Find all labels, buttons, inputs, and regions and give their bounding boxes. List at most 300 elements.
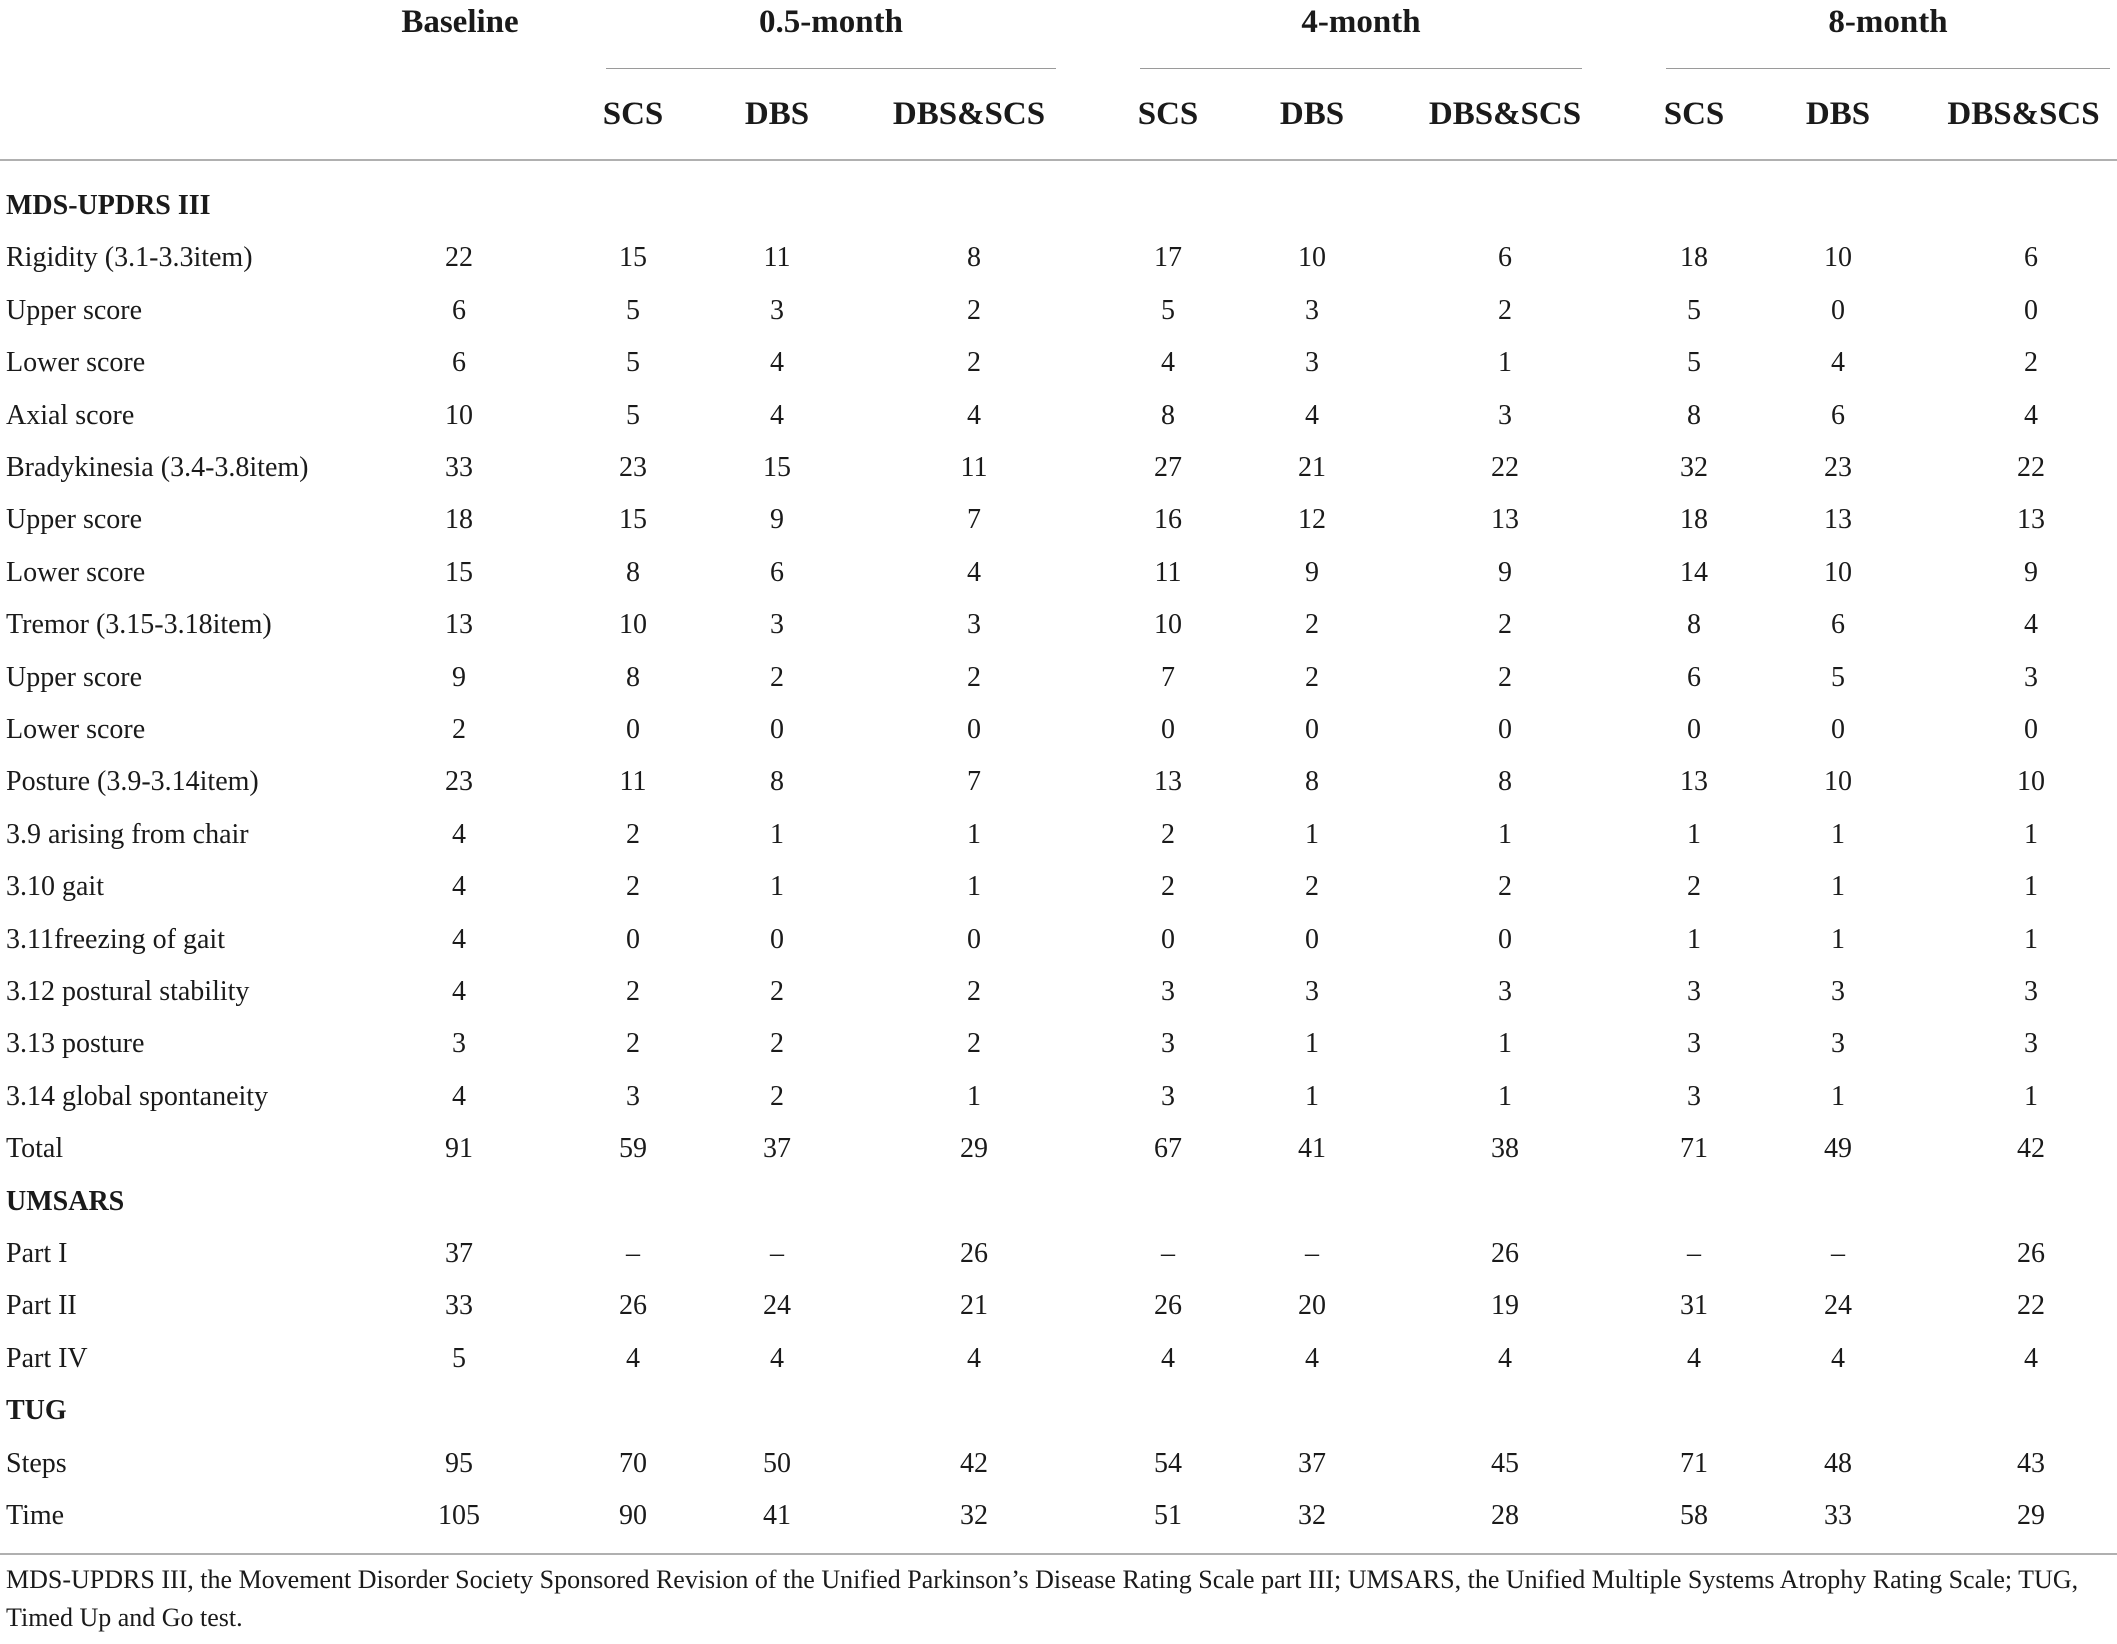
table-cell: 8 [1305,766,1319,798]
table-cell: 3 [452,1028,466,1060]
table-cell: 1 [1498,1080,1512,1112]
table-cell: 0 [1305,714,1319,745]
table-cell: 9 [452,661,466,693]
table-cell: 11 [619,766,647,798]
subheader-dbs-scs: DBS&SCS [1947,96,2100,132]
table-cell: 4 [452,871,466,903]
header-group-4-month: 4-month [1301,4,1421,40]
table-cell: 45 [1491,1447,1519,1479]
table-cell: 1 [1687,923,1701,955]
table-cell: 18 [1680,504,1708,536]
table-cell: 3 [1305,347,1319,379]
table-cell: 8 [626,556,640,588]
header-group-0-5-month: 0.5-month [759,4,903,40]
table-cell: 70 [619,1447,647,1479]
table-row [0,442,2117,494]
table-cell: 2 [626,1028,640,1060]
section-row [0,1385,2117,1437]
table-row [0,704,2117,756]
table-cell: 4 [967,1342,981,1374]
table-cell: 3 [1498,399,1512,431]
table-cell: 3 [1687,976,1701,1007]
table-cell: 22 [1491,452,1519,483]
bottom-rule [0,1553,2117,1555]
table-cell: 2 [1498,294,1512,326]
table-cell: 4 [1305,1342,1319,1374]
table-cell: 10 [1824,242,1852,274]
table-cell: 13 [1824,504,1852,536]
table-cell: 3 [2024,1028,2038,1060]
table-cell: 42 [2017,1133,2045,1165]
table-cell: 5 [626,347,640,379]
table-cell: 4 [770,1342,784,1374]
table-footnote: MDS-UPDRS III, the Movement Disorder Society Sponsored Revision of the Unified Parkinson’s Disease Rating Scale part III; UMSARS, the Unified Multiple Systems Atrophy Rating Scale; TUG, Timed Up and Go test. [6,1565,2079,1632]
table-cell: 10 [619,609,647,641]
table-cell: 37 [445,1238,473,1269]
table-cell: 41 [1298,1133,1326,1165]
table-cell: 28 [1491,1500,1519,1531]
table-cell: 1 [1305,1080,1319,1112]
table-cell: 71 [1680,1133,1708,1165]
table-row [0,1018,2117,1070]
table-cell: – [626,1238,640,1269]
table-cell: 24 [1824,1290,1852,1322]
row-label: 3.12 postural stability [6,976,250,1007]
row-label: Lower score [6,347,146,379]
table-cell: 67 [1154,1133,1182,1165]
table-cell: 32 [960,1500,988,1531]
table-cell: 3 [1305,294,1319,326]
table-cell: 51 [1154,1500,1182,1531]
table-cell: 2 [1687,871,1701,903]
table-cell: 10 [1298,242,1326,274]
table-row [0,547,2117,599]
table-cell: 0 [626,923,640,955]
table-cell: 43 [2017,1447,2045,1479]
table-cell: 1 [1498,818,1512,850]
table-cell: 59 [619,1133,647,1165]
table-cell: 18 [445,504,473,536]
subheader-dbs: DBS [744,96,810,132]
table-cell: 8 [1498,766,1512,798]
row-label: 3.13 posture [6,1028,145,1060]
table-cell: 3 [2024,661,2038,693]
table-cell: 32 [1680,452,1708,483]
subheader-scs: SCS [1663,96,1725,132]
table-cell: 33 [445,1290,473,1322]
table-cell: 4 [967,399,981,431]
table-cell: 15 [619,242,647,274]
table-cell: 3 [1161,1080,1175,1112]
table-cell: 1 [1831,1080,1845,1112]
table-cell: 33 [445,452,473,483]
table-cell: 0 [1498,923,1512,955]
table-cell: 2 [770,976,784,1007]
section-label: MDS-UPDRS III [6,190,211,221]
row-label: Lower score [6,556,146,588]
table-cell: 26 [960,1238,988,1269]
table-row [0,1123,2117,1175]
subheader-scs: SCS [1137,96,1199,132]
table-cell: 0 [626,714,640,745]
table-cell: 3 [2024,976,2038,1007]
table-cell: 2 [967,661,981,693]
table-cell: 8 [1687,399,1701,431]
table-row [0,1228,2117,1280]
table-cell: 5 [1687,294,1701,326]
table-cell: 18 [1680,242,1708,274]
table-cell: 2 [1498,661,1512,693]
table-cell: 7 [967,504,981,536]
table-cell: 6 [1687,661,1701,693]
table-row [0,1280,2117,1332]
table-row [0,1333,2117,1385]
table-cell: 6 [1831,399,1845,431]
table-cell: 33 [1824,1500,1852,1531]
table-cell: 4 [1161,347,1175,379]
table-row [0,1490,2117,1542]
table-cell: 90 [619,1500,647,1531]
table-cell: 26 [619,1290,647,1322]
table-cell: 3 [1498,976,1512,1007]
table-cell: 2 [626,818,640,850]
table-row [0,652,2117,704]
section-row [0,1176,2117,1228]
group-underline-4-month [1140,68,1582,69]
table-cell: 4 [1831,347,1845,379]
header-baseline: Baseline [401,4,519,40]
table-cell: 11 [763,242,791,274]
table-cell: 37 [763,1133,791,1165]
table-cell: 4 [626,1342,640,1374]
row-label: Rigidity (3.1-3.3item) [6,242,253,274]
table-cell: 2 [1305,661,1319,693]
table-cell: 2 [770,1028,784,1060]
table-cell: 8 [967,242,981,274]
table-cell: 0 [967,714,981,745]
subheader-dbs: DBS [1279,96,1345,132]
table-row [0,914,2117,966]
table-row [0,1071,2117,1123]
table-cell: 1 [770,871,784,903]
subheader-scs: SCS [602,96,664,132]
table-cell: 49 [1824,1133,1852,1165]
row-label: 3.11freezing of gait [6,923,225,955]
table-row [0,756,2117,808]
table-cell: 0 [1687,714,1701,745]
table-cell: 15 [619,504,647,536]
table-cell: 1 [1498,347,1512,379]
table-cell: 5 [1161,294,1175,326]
table-cell: 1 [1831,923,1845,955]
table-cell: 15 [445,556,473,588]
table-cell: 4 [1687,1342,1701,1374]
group-underline-8-month [1666,68,2110,69]
table-cell: 4 [2024,1342,2038,1374]
table-row [0,285,2117,337]
table-cell: 4 [452,923,466,955]
table-cell: 3 [1831,976,1845,1007]
table-cell: 8 [1687,609,1701,641]
table-cell: 5 [1687,347,1701,379]
table-cell: 21 [1298,452,1326,483]
table-cell: 95 [445,1447,473,1479]
table-cell: 48 [1824,1447,1852,1479]
table-cell: 27 [1154,452,1182,483]
table-cell: 3 [770,609,784,641]
table-cell: 29 [960,1133,988,1165]
row-label: 3.10 gait [6,871,104,903]
section-label: TUG [6,1395,67,1427]
table-cell: 5 [626,294,640,326]
row-label: Axial score [6,399,135,431]
table-cell: 6 [2024,242,2038,274]
table-cell: 3 [1305,976,1319,1007]
table-cell: 20 [1298,1290,1326,1322]
section-label: UMSARS [6,1185,125,1217]
table-cell: 4 [967,556,981,588]
table-cell: 6 [1831,609,1845,641]
table-row [0,232,2117,284]
table-cell: 0 [1831,714,1845,745]
table-cell: 2 [1305,609,1319,641]
section-row [0,180,2117,232]
table-cell: – [1305,1238,1319,1269]
table-cell: 4 [2024,399,2038,431]
header-group-8-month: 8-month [1828,4,1948,40]
table-cell: 4 [452,818,466,850]
table-cell: 9 [1305,556,1319,588]
row-label: Upper score [6,294,143,326]
table-cell: 14 [1680,556,1708,588]
table-cell: 23 [619,452,647,483]
table-cell: 22 [2017,1290,2045,1322]
table-cell: 2 [967,347,981,379]
table-cell: 10 [1824,556,1852,588]
table-cell: 71 [1680,1447,1708,1479]
table-cell: 9 [770,504,784,536]
row-label: 3.9 arising from chair [6,818,249,850]
table-cell: 1 [1305,818,1319,850]
row-label: Bradykinesia (3.4-3.8item) [6,452,309,483]
table-cell: 26 [1491,1238,1519,1269]
subheader-dbs: DBS [1805,96,1871,132]
table-cell: 1 [1831,818,1845,850]
table-cell: 3 [1687,1080,1701,1112]
table-row [0,599,2117,651]
table-cell: 19 [1491,1290,1519,1322]
table-cell: 6 [452,294,466,326]
table-cell: 3 [770,294,784,326]
table-cell: 58 [1680,1500,1708,1531]
table-cell: 3 [1161,1028,1175,1060]
table-cell: – [1687,1238,1701,1269]
table-cell: 50 [763,1447,791,1479]
table-cell: – [1831,1238,1845,1269]
table-cell: 2 [1161,871,1175,903]
row-label: Time [6,1500,65,1531]
table-cell: 38 [1491,1133,1519,1165]
table-cell: 22 [2017,452,2045,483]
table-cell: 105 [438,1500,480,1531]
row-label: Part IV [6,1342,88,1374]
row-label: Steps [6,1447,67,1479]
table-cell: 2 [967,1028,981,1060]
table-cell: 0 [1498,714,1512,745]
table-cell: 2 [770,661,784,693]
table-cell: 0 [1305,923,1319,955]
table-cell: 5 [626,399,640,431]
table-cell: 13 [1154,766,1182,798]
table-cell: 2 [967,294,981,326]
table-cell: 26 [1154,1290,1182,1322]
table-cell: 6 [770,556,784,588]
table-cell: 4 [452,976,466,1007]
table-cell: 11 [1154,556,1182,588]
table-row [0,494,2117,546]
row-label: 3.14 global spontaneity [6,1080,269,1112]
table-cell: 2 [2024,347,2038,379]
table-cell: 1 [2024,1080,2038,1112]
table-cell: 3 [1831,1028,1845,1060]
table-cell: 4 [1831,1342,1845,1374]
table-cell: 2 [626,976,640,1007]
table-cell: 1 [1305,1028,1319,1060]
row-label: Posture (3.9-3.14item) [6,766,259,798]
table-cell: 2 [1498,609,1512,641]
table-row [0,1438,2117,1490]
table-cell: 10 [2017,766,2045,798]
table-cell: 4 [1305,399,1319,431]
table-cell: 6 [452,347,466,379]
table-cell: 2 [1305,871,1319,903]
table-cell: 9 [2024,556,2038,588]
table-cell: 32 [1298,1500,1326,1531]
table-cell: 23 [445,766,473,798]
table-cell: 1 [1687,818,1701,850]
table-cell: 29 [2017,1500,2045,1531]
table-cell: 13 [2017,504,2045,536]
table-cell: 1 [967,818,981,850]
table-cell: 4 [1161,1342,1175,1374]
table-row [0,966,2117,1018]
table-cell: 3 [1687,1028,1701,1060]
table-cell: 7 [967,766,981,798]
table-cell: 0 [1161,923,1175,955]
table-cell: 24 [763,1290,791,1322]
table-cell: 8 [770,766,784,798]
table-cell: 21 [960,1290,988,1322]
table-cell: 42 [960,1447,988,1479]
table-cell: 4 [770,399,784,431]
table-cell: 0 [770,714,784,745]
table-cell: 10 [445,399,473,431]
table-cell: 17 [1154,242,1182,274]
table-cell: 0 [1831,294,1845,326]
table-cell: 37 [1298,1447,1326,1479]
table-cell: 1 [967,871,981,903]
table-cell: 1 [2024,871,2038,903]
row-label: Upper score [6,504,143,536]
table-cell: 10 [1154,609,1182,641]
table-cell: 22 [445,242,473,274]
table-cell: 15 [763,452,791,483]
table-cell: 1 [2024,923,2038,955]
table-cell: 41 [763,1500,791,1531]
row-label: Total [6,1133,64,1165]
table-row [0,390,2117,442]
table-cell: 0 [2024,294,2038,326]
table-cell: 23 [1824,452,1852,483]
table-cell: 8 [1161,399,1175,431]
table-cell: 0 [967,923,981,955]
table-cell: 1 [1831,871,1845,903]
row-label: Upper score [6,661,143,693]
table-cell: 9 [1498,556,1512,588]
table-cell: 13 [445,609,473,641]
table-cell: 2 [1161,818,1175,850]
table-cell: – [770,1238,784,1269]
table-cell: 3 [967,609,981,641]
table-row [0,337,2117,389]
table-cell: 1 [2024,818,2038,850]
table-cell: 4 [770,347,784,379]
table-cell: 2 [967,976,981,1007]
table-cell: 4 [2024,609,2038,641]
table-cell: 10 [1824,766,1852,798]
table-cell: 13 [1491,504,1519,536]
table-cell: 31 [1680,1290,1708,1322]
table-cell: 2 [1498,871,1512,903]
row-label: Lower score [6,714,146,745]
table-cell: 5 [1831,661,1845,693]
table-cell: 2 [770,1080,784,1112]
table-cell: 11 [960,452,988,483]
row-label: Part II [6,1290,77,1322]
table-cell: 1 [1498,1028,1512,1060]
table-cell: 5 [452,1342,466,1374]
table-cell: 8 [626,661,640,693]
table-cell: 3 [1161,976,1175,1007]
table-cell: 3 [626,1080,640,1112]
table-cell: 7 [1161,661,1175,693]
table-cell: 6 [1498,242,1512,274]
header-rule [0,159,2117,161]
table-cell: 54 [1154,1447,1182,1479]
table-cell: 91 [445,1133,473,1165]
table-cell: 4 [1498,1342,1512,1374]
table-cell: 0 [1161,714,1175,745]
table-cell: 12 [1298,504,1326,536]
row-label: Tremor (3.15-3.18item) [6,609,272,641]
table-cell: – [1161,1238,1175,1269]
subheader-dbs-scs: DBS&SCS [892,96,1046,132]
table-cell: 1 [967,1080,981,1112]
subheader-dbs-scs: DBS&SCS [1428,96,1582,132]
table-cell: 4 [452,1080,466,1112]
table-cell: 0 [2024,714,2038,745]
table-row [0,809,2117,861]
table-cell: 2 [626,871,640,903]
table-cell: 13 [1680,766,1708,798]
group-underline-0-5-month [606,68,1056,69]
row-label: Part I [6,1238,68,1269]
table-row [0,861,2117,913]
table-cell: 26 [2017,1238,2045,1269]
table-cell: 16 [1154,504,1182,536]
table-cell: 1 [770,818,784,850]
table-cell: 2 [452,714,466,745]
